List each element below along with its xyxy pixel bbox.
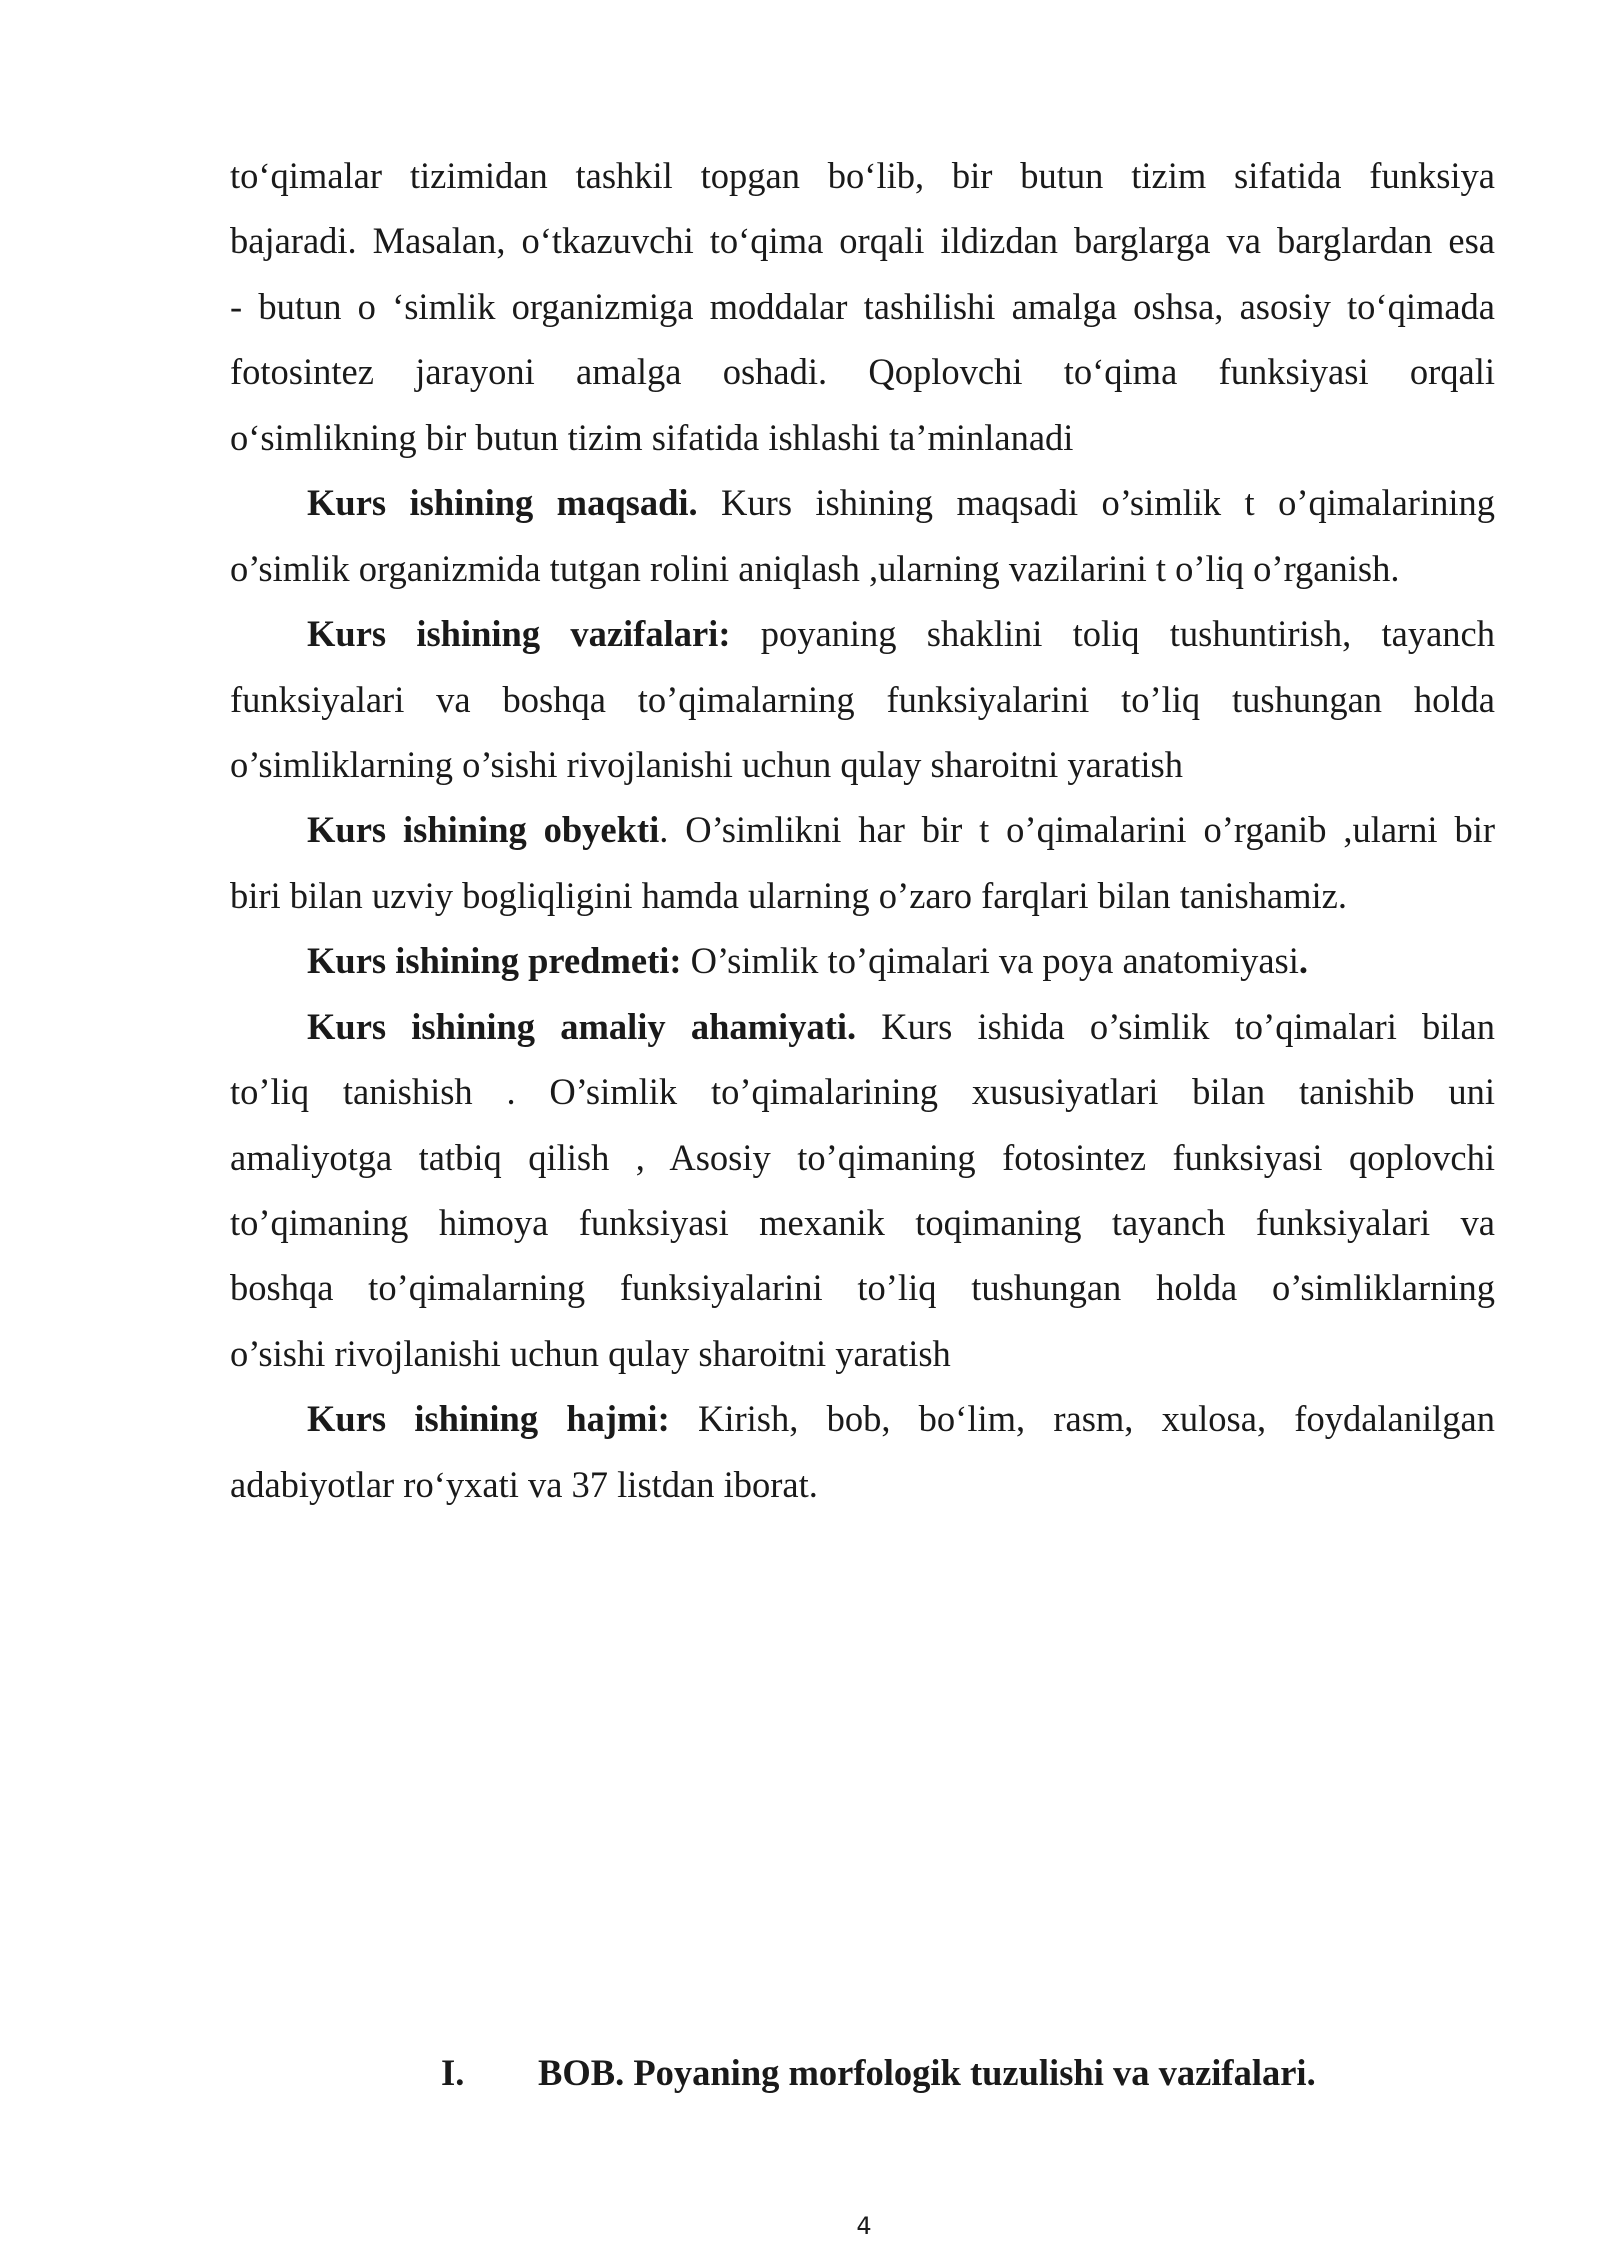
body-text-run: poyaning shaklini toliq tushuntirish, tayanch bbox=[730, 613, 1495, 655]
body-text-run: . O’simlikni har bir t o’qimalarini o’rganib ,ularni bir bbox=[659, 809, 1495, 851]
body-line: o‘simlikning bir butun tizim sifatida ishlashi ta’minlanadi bbox=[230, 416, 1074, 458]
paragraph-lead: Kurs ishining amaliy ahamiyati. bbox=[307, 1005, 857, 1047]
body-line bbox=[230, 1386, 1495, 1451]
body-text-run: Kurs ishining maqsadi o’simlik t o’qimalarining bbox=[697, 482, 1495, 524]
body-line: bajaradi. Masalan, o‘tkazuvchi to‘qima orqali ildizdan barglarga va barglardan esa bbox=[230, 220, 1495, 262]
paragraph-tasks bbox=[230, 601, 1495, 797]
body-text bbox=[230, 143, 1495, 1517]
body-text-run: Kurs ishida o’simlik to’qimalari bilan bbox=[856, 1005, 1495, 1047]
paragraph-subject bbox=[230, 928, 1495, 993]
paragraph-lead: Kurs ishining vazifalari: bbox=[307, 613, 731, 655]
body-line bbox=[230, 797, 1495, 862]
body-line bbox=[230, 601, 1495, 666]
chapter-heading bbox=[0, 2045, 1600, 2101]
body-line bbox=[230, 994, 1495, 1059]
paragraph-lead: Kurs ishining maqsadi. bbox=[307, 482, 698, 524]
body-line: funksiyalari va boshqa to’qimalarning funksiyalarini to’liq tushungan holda bbox=[230, 678, 1495, 720]
page-number: 4 bbox=[856, 2212, 872, 2240]
body-line: biri bilan uzviy bogliqligini hamda ularning o’zaro farqlari bilan tanishamiz. bbox=[230, 874, 1347, 916]
paragraph-intro-continuation bbox=[230, 143, 1495, 470]
body-text-run: Kirish, bob, bo‘lim, rasm, xulosa, foydalanilgan bbox=[669, 1398, 1495, 1440]
body-line: to’liq tanishish . O’simlik to’qimalarining xususiyatlari bilan tanishib uni bbox=[230, 1071, 1495, 1113]
paragraph-purpose bbox=[230, 470, 1495, 601]
chapter-numeral: I. bbox=[441, 2052, 465, 2093]
body-line: to‘qimalar tizimidan tashkil topgan bo‘lib, bir butun tizim sifatida funksiya bbox=[230, 155, 1495, 196]
body-line: o’simliklarning o’sishi rivojlanishi uchun qulay sharoitni yaratish bbox=[230, 743, 1183, 785]
body-line: fotosintez jarayoni amalga oshadi. Qoplovchi to‘qima funksiyasi orqali bbox=[230, 351, 1495, 393]
body-line: o’simlik organizmida tutgan rolini aniqlash ,ularning vazilarini t o’liq o’rganish. bbox=[230, 547, 1400, 589]
paragraph-scope bbox=[230, 1386, 1495, 1517]
paragraph-lead: Kurs ishining hajmi: bbox=[307, 1398, 670, 1440]
paragraph-practical-significance bbox=[230, 994, 1495, 1387]
chapter-title: BOB. Poyaning morfologik tuzulishi va vazifalari. bbox=[538, 2052, 1316, 2093]
paragraph-trail: . bbox=[1298, 940, 1308, 982]
body-line: - butun o ‘simlik organizmiga moddalar tashilishi amalga oshsa, asosiy to‘qimada bbox=[230, 285, 1495, 327]
paragraph-object bbox=[230, 797, 1495, 928]
paragraph-lead: Kurs ishining obyekti bbox=[307, 809, 660, 851]
body-line bbox=[230, 470, 1495, 535]
body-line bbox=[230, 928, 1495, 993]
paragraph-lead: Kurs ishining predmeti: bbox=[307, 940, 682, 982]
body-line: boshqa to’qimalarning funksiyalarini to’liq tushungan holda o’simliklarning bbox=[230, 1267, 1495, 1309]
body-line: amaliyotga tatbiq qilish , Asosiy to’qimaning fotosintez funksiyasi qoplovchi bbox=[230, 1136, 1495, 1178]
body-line: o’sishi rivojlanishi uchun qulay sharoitni yaratish bbox=[230, 1332, 951, 1374]
body-line: adabiyotlar ro‘yxati va 37 listdan iborat. bbox=[230, 1463, 818, 1505]
body-line: to’qimaning himoya funksiyasi mexanik toqimaning tayanch funksiyalari va bbox=[230, 1202, 1495, 1243]
body-text-run: O’simlik to’qimalari va poya anatomiyasi bbox=[681, 940, 1299, 982]
